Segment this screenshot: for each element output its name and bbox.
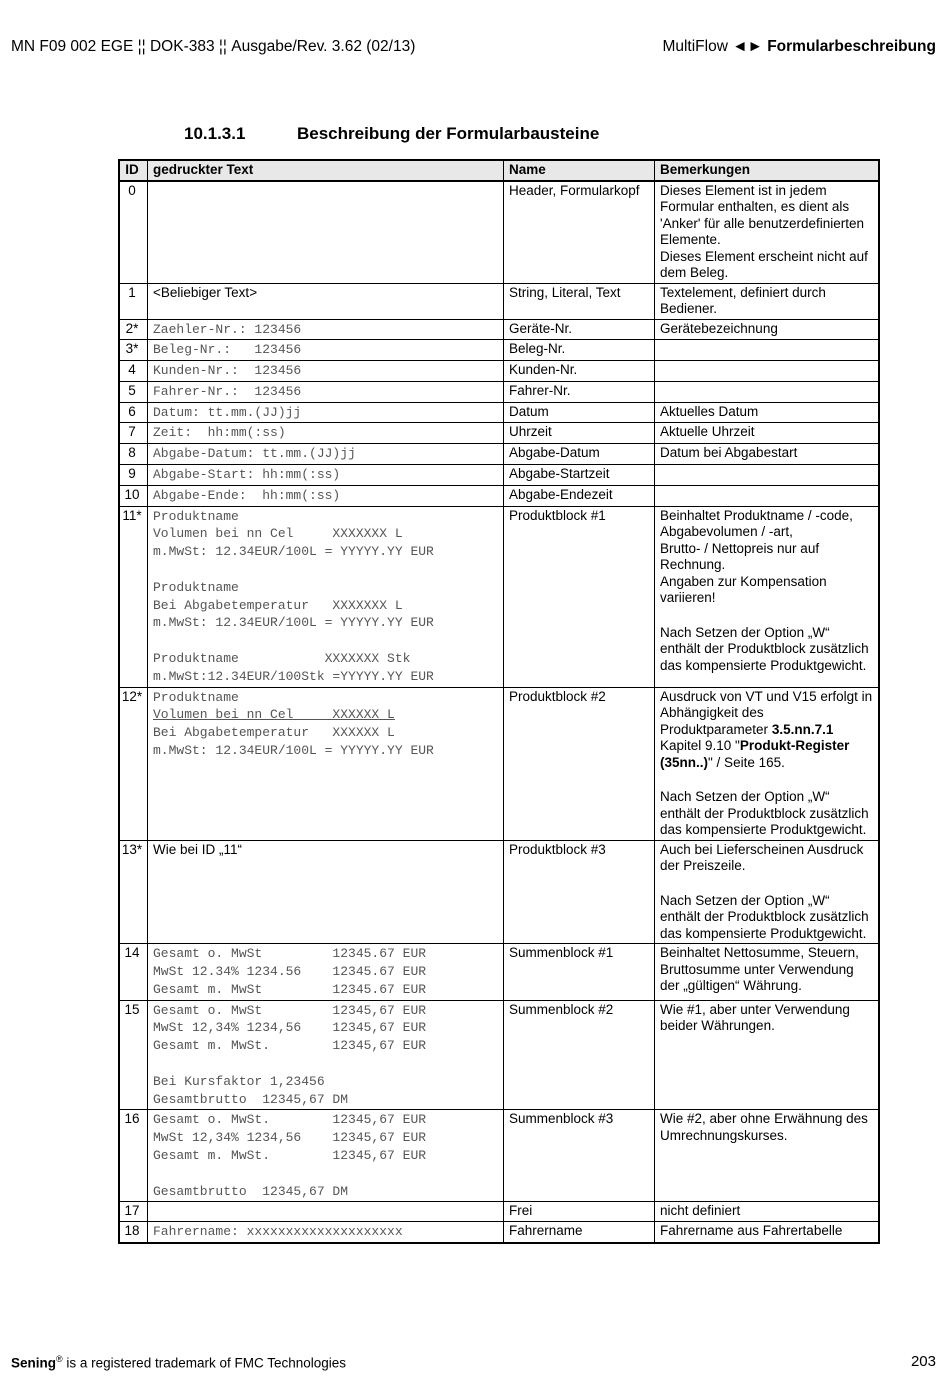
cell-text (148, 381, 504, 402)
cell-remarks: Fahrername aus Fahrertabelle (655, 1221, 880, 1242)
cell-name: Produktblock #2 (504, 687, 655, 840)
table-row (119, 485, 879, 506)
remark-line: Datum bei Abgabestart (660, 445, 798, 461)
table-row (119, 1221, 879, 1242)
cell-name: Abgabe-Datum (504, 444, 655, 465)
cell-id: 1 (119, 283, 148, 319)
cell-text (148, 1202, 504, 1222)
param-ref: 3.5.nn.7.1 (771, 721, 834, 737)
cell-text (148, 340, 504, 361)
cell-id: 14 (119, 944, 148, 1000)
table-body (119, 181, 879, 507)
cell-id: 10 (119, 485, 148, 506)
cell-mono-text: Datum: tt.mm.(JJ)jj (153, 404, 302, 420)
table-row (119, 465, 879, 486)
cell-remarks (655, 340, 880, 361)
cell-text: <Beliebiger Text> (148, 283, 504, 319)
cell-mono-text-underlined (153, 706, 498, 724)
table-row (119, 319, 879, 340)
chapter-ref: Produkt-Register (35nn..) (660, 738, 850, 770)
cell-id: 18 (119, 1221, 148, 1242)
cell-text (148, 423, 504, 444)
table-header-row (119, 160, 879, 181)
cell-text (148, 361, 504, 382)
cell-name: Abgabe-Startzeit (504, 465, 655, 486)
cell-text (148, 1110, 504, 1202)
form-elements-table (118, 159, 880, 1244)
cell-text (148, 1000, 504, 1110)
cell-id: 12* (119, 687, 148, 840)
table-body-complex (119, 506, 879, 1242)
cell-id: 13* (119, 840, 148, 944)
table-row (119, 423, 879, 444)
cell-name: Summenblock #1 (504, 944, 655, 1000)
cell-mono-text: Zeit: hh:mm(:ss) (153, 425, 286, 441)
cell-remarks (655, 319, 880, 340)
cell-mono-text: Produktname Volumen bei nn Cel XXXXXXX L m.MwSt: 12.34EUR/100L = YYYYY.YY EUR Produktname Bei Abgabetemperatur XXXXXXX L m.MwSt: 12.34EUR/100L = YYYYY.YY EUR Produktname XXXXXXX Stk m.MwSt:12.34EUR/100Stk =YYYYY.YY EUR (153, 508, 434, 684)
remark-part: Ausdruck von VT und V15 erfolgt in Abhängigkeit des Produktparameter (660, 688, 873, 737)
remark-line: Angaben zur Kompensation variieren! (660, 573, 827, 606)
cell-id: 4 (119, 361, 148, 382)
header-chapter: Formularbeschreibung (767, 38, 936, 55)
section-number: 10.1.3.1 (184, 124, 246, 143)
table-row (119, 506, 879, 687)
cell-remarks (655, 444, 880, 465)
cell-mono-text: Fahrer-Nr.: 123456 (153, 383, 302, 399)
cell-text: Wie bei ID „11“ (148, 840, 504, 944)
remark-line: Auch bei Lieferscheinen Ausdruck der Preiszeile. (660, 841, 864, 874)
cell-text (148, 181, 504, 284)
remark-line (660, 689, 873, 772)
table-row (119, 381, 879, 402)
cell-text (148, 506, 504, 687)
col-header-id: ID (119, 160, 148, 181)
cell-id: 0 (119, 181, 148, 284)
cell-mono-text: Abgabe-Datum: tt.mm.(JJ)jj (153, 446, 356, 462)
cell-mono-text: Zaehler-Nr.: 123456 (153, 321, 302, 337)
cell-text (148, 944, 504, 1000)
cell-mono-text: Fahrername: xxxxxxxxxxxxxxxxxxxx (153, 1223, 403, 1239)
cell-id: 15 (119, 1000, 148, 1110)
cell-remarks: Wie #1, aber unter Verwendung beider Währungen. (655, 1000, 880, 1110)
cell-name: Fahrer-Nr. (504, 381, 655, 402)
cell-remarks (655, 840, 880, 944)
cell-id: 5 (119, 381, 148, 402)
section-title: Beschreibung der Formularbausteine (297, 124, 600, 143)
cell-mono-text: Bei Abgabetemperatur XXXXXX L m.MwSt: 12.34EUR/100L = YYYYY.YY EUR (153, 725, 434, 759)
cell-text (148, 687, 504, 840)
cell-mono-text: Gesamt o. MwSt. 12345,67 EUR MwSt 12,34% 1234,56 12345,67 EUR Gesamt m. MwSt. 12345,67 EUR Gesamtbrutto 12345,67 DM (153, 1112, 427, 1199)
remark-line: Nach Setzen der Option „W“ enthält der Produktblock zusätzlich das kompensierte Produktgewicht. (660, 892, 869, 941)
cell-name: Frei (504, 1202, 655, 1222)
table-row (119, 444, 879, 465)
cell-remarks (655, 361, 880, 382)
remark-line: Dieses Element ist in jedem Formular enthalten, es dient als 'Anker' für alle benutzerdefinierten Elemente. (660, 182, 865, 247)
table-row (119, 1110, 879, 1202)
col-header-name: Name (504, 160, 655, 181)
cell-id: 17 (119, 1202, 148, 1222)
cell-text (148, 465, 504, 486)
table-row (119, 1000, 879, 1110)
cell-remarks: Wie #2, aber ohne Erwähnung des Umrechnungskurses. (655, 1110, 880, 1202)
cell-remarks (655, 381, 880, 402)
cell-name: Geräte-Nr. (504, 319, 655, 340)
cell-id: 8 (119, 444, 148, 465)
cell-remarks (655, 465, 880, 486)
cell-remarks (655, 687, 880, 840)
col-header-text: gedruckter Text (148, 160, 504, 181)
cell-id: 2* (119, 319, 148, 340)
cell-id: 9 (119, 465, 148, 486)
cell-remarks (655, 402, 880, 423)
col-header-remarks: Bemerkungen (655, 160, 880, 181)
remark-line: Dieses Element erscheint nicht auf dem Beleg. (660, 248, 868, 280)
table-row (119, 1202, 879, 1222)
cell-id: 16 (119, 1110, 148, 1202)
cell-remarks (655, 506, 880, 687)
cell-remarks (655, 283, 880, 319)
cell-name: Produktblock #3 (504, 840, 655, 944)
remark-line: Beinhaltet Produktname / -code, Abgabevolumen / -art, (660, 507, 853, 540)
cell-text (148, 319, 504, 340)
remark-line: Aktuelle Uhrzeit (660, 424, 755, 440)
table-row (119, 402, 879, 423)
cell-name: Fahrername (504, 1221, 655, 1242)
remark-part: " / Seite 165. (708, 754, 785, 770)
remark-line: Gerätebezeichnung (660, 320, 778, 336)
document-header-right (662, 38, 936, 56)
cell-id: 7 (119, 423, 148, 444)
page-number: 203 (910, 1353, 936, 1370)
cell-name: Produktblock #1 (504, 506, 655, 687)
cell-mono-text: Abgabe-Ende: hh:mm(:ss) (153, 487, 341, 503)
cell-name: Summenblock #3 (504, 1110, 655, 1202)
document-header-left: MN F09 002 EGE ¦¦ DOK-383 ¦¦ Ausgabe/Rev. 3.62 (02/13) (11, 38, 416, 55)
cell-id: 6 (119, 402, 148, 423)
table-row (119, 944, 879, 1000)
remark-part: Kapitel 9.10 " (660, 738, 740, 754)
cell-text (148, 444, 504, 465)
cell-name: Summenblock #2 (504, 1000, 655, 1110)
table-row (119, 840, 879, 944)
cell-remarks: nicht definiert (655, 1202, 880, 1222)
underlined-line: Volumen bei nn Cel XXXXXX L (153, 707, 395, 723)
cell-text (148, 485, 504, 506)
remark-line: Nach Setzen der Option „W“ enthält der Produktblock zusätzlich das kompensierte Produktgewicht. (660, 789, 869, 838)
cell-mono-text: Beleg-Nr.: 123456 (153, 342, 302, 358)
table-row (119, 361, 879, 382)
cell-name: Abgabe-Endezeit (504, 485, 655, 506)
cell-mono-text: Abgabe-Start: hh:mm(:ss) (153, 467, 341, 483)
section-heading (184, 124, 599, 144)
cell-name: String, Literal, Text (504, 283, 655, 319)
cell-remarks: Beinhaltet Nettosumme, Steuern, Bruttosumme unter Verwendung der „gültigen“ Währung. (655, 944, 880, 1000)
table-row (119, 283, 879, 319)
cell-id: 3* (119, 340, 148, 361)
cell-name: Kunden-Nr. (504, 361, 655, 382)
registered-mark: ® (56, 1354, 63, 1364)
cell-mono-text: Kunden-Nr.: 123456 (153, 363, 302, 379)
cell-mono-text: Produktname (153, 689, 239, 705)
remark-line: Textelement, definiert durch Bediener. (660, 284, 826, 316)
table-row (119, 687, 879, 840)
cell-name: Datum (504, 402, 655, 423)
cell-remarks (655, 485, 880, 506)
table-row (119, 340, 879, 361)
cell-name: Uhrzeit (504, 423, 655, 444)
footer-brand: Sening (11, 1355, 57, 1371)
remark-line: Nach Setzen der Option „W“ enthält der Produktblock zusätzlich das kompensierte Produktgewicht. (660, 624, 869, 673)
footer-trademark (11, 1354, 346, 1371)
cell-mono-text: Gesamt o. MwSt 12345,67 EUR MwSt 12,34% 1234,56 12345,67 EUR Gesamt m. MwSt. 12345,67 EUR Bei Kursfaktor 1,23456 Gesamtbrutto 12345,67 DM (153, 1002, 427, 1107)
cell-name: Beleg-Nr. (504, 340, 655, 361)
footer-trademark-text: is a registered trademark of FMC Technologies (62, 1355, 347, 1371)
remark-line: Brutto- / Nettopreis nur auf Rechnung. (660, 540, 820, 573)
cell-id: 11* (119, 506, 148, 687)
cell-remarks (655, 181, 880, 284)
cell-name: Header, Formularkopf (504, 181, 655, 284)
cell-remarks (655, 423, 880, 444)
cell-mono-text: Gesamt o. MwSt 12345.67 EUR MwSt 12.34% 1234.56 12345.67 EUR Gesamt m. MwSt 12345.67 EUR (153, 946, 427, 997)
cell-text (148, 1221, 504, 1242)
cell-text (148, 402, 504, 423)
remark-line: Aktuelles Datum (660, 403, 759, 419)
table-row (119, 181, 879, 284)
header-product: MultiFlow ◄► (662, 38, 768, 55)
